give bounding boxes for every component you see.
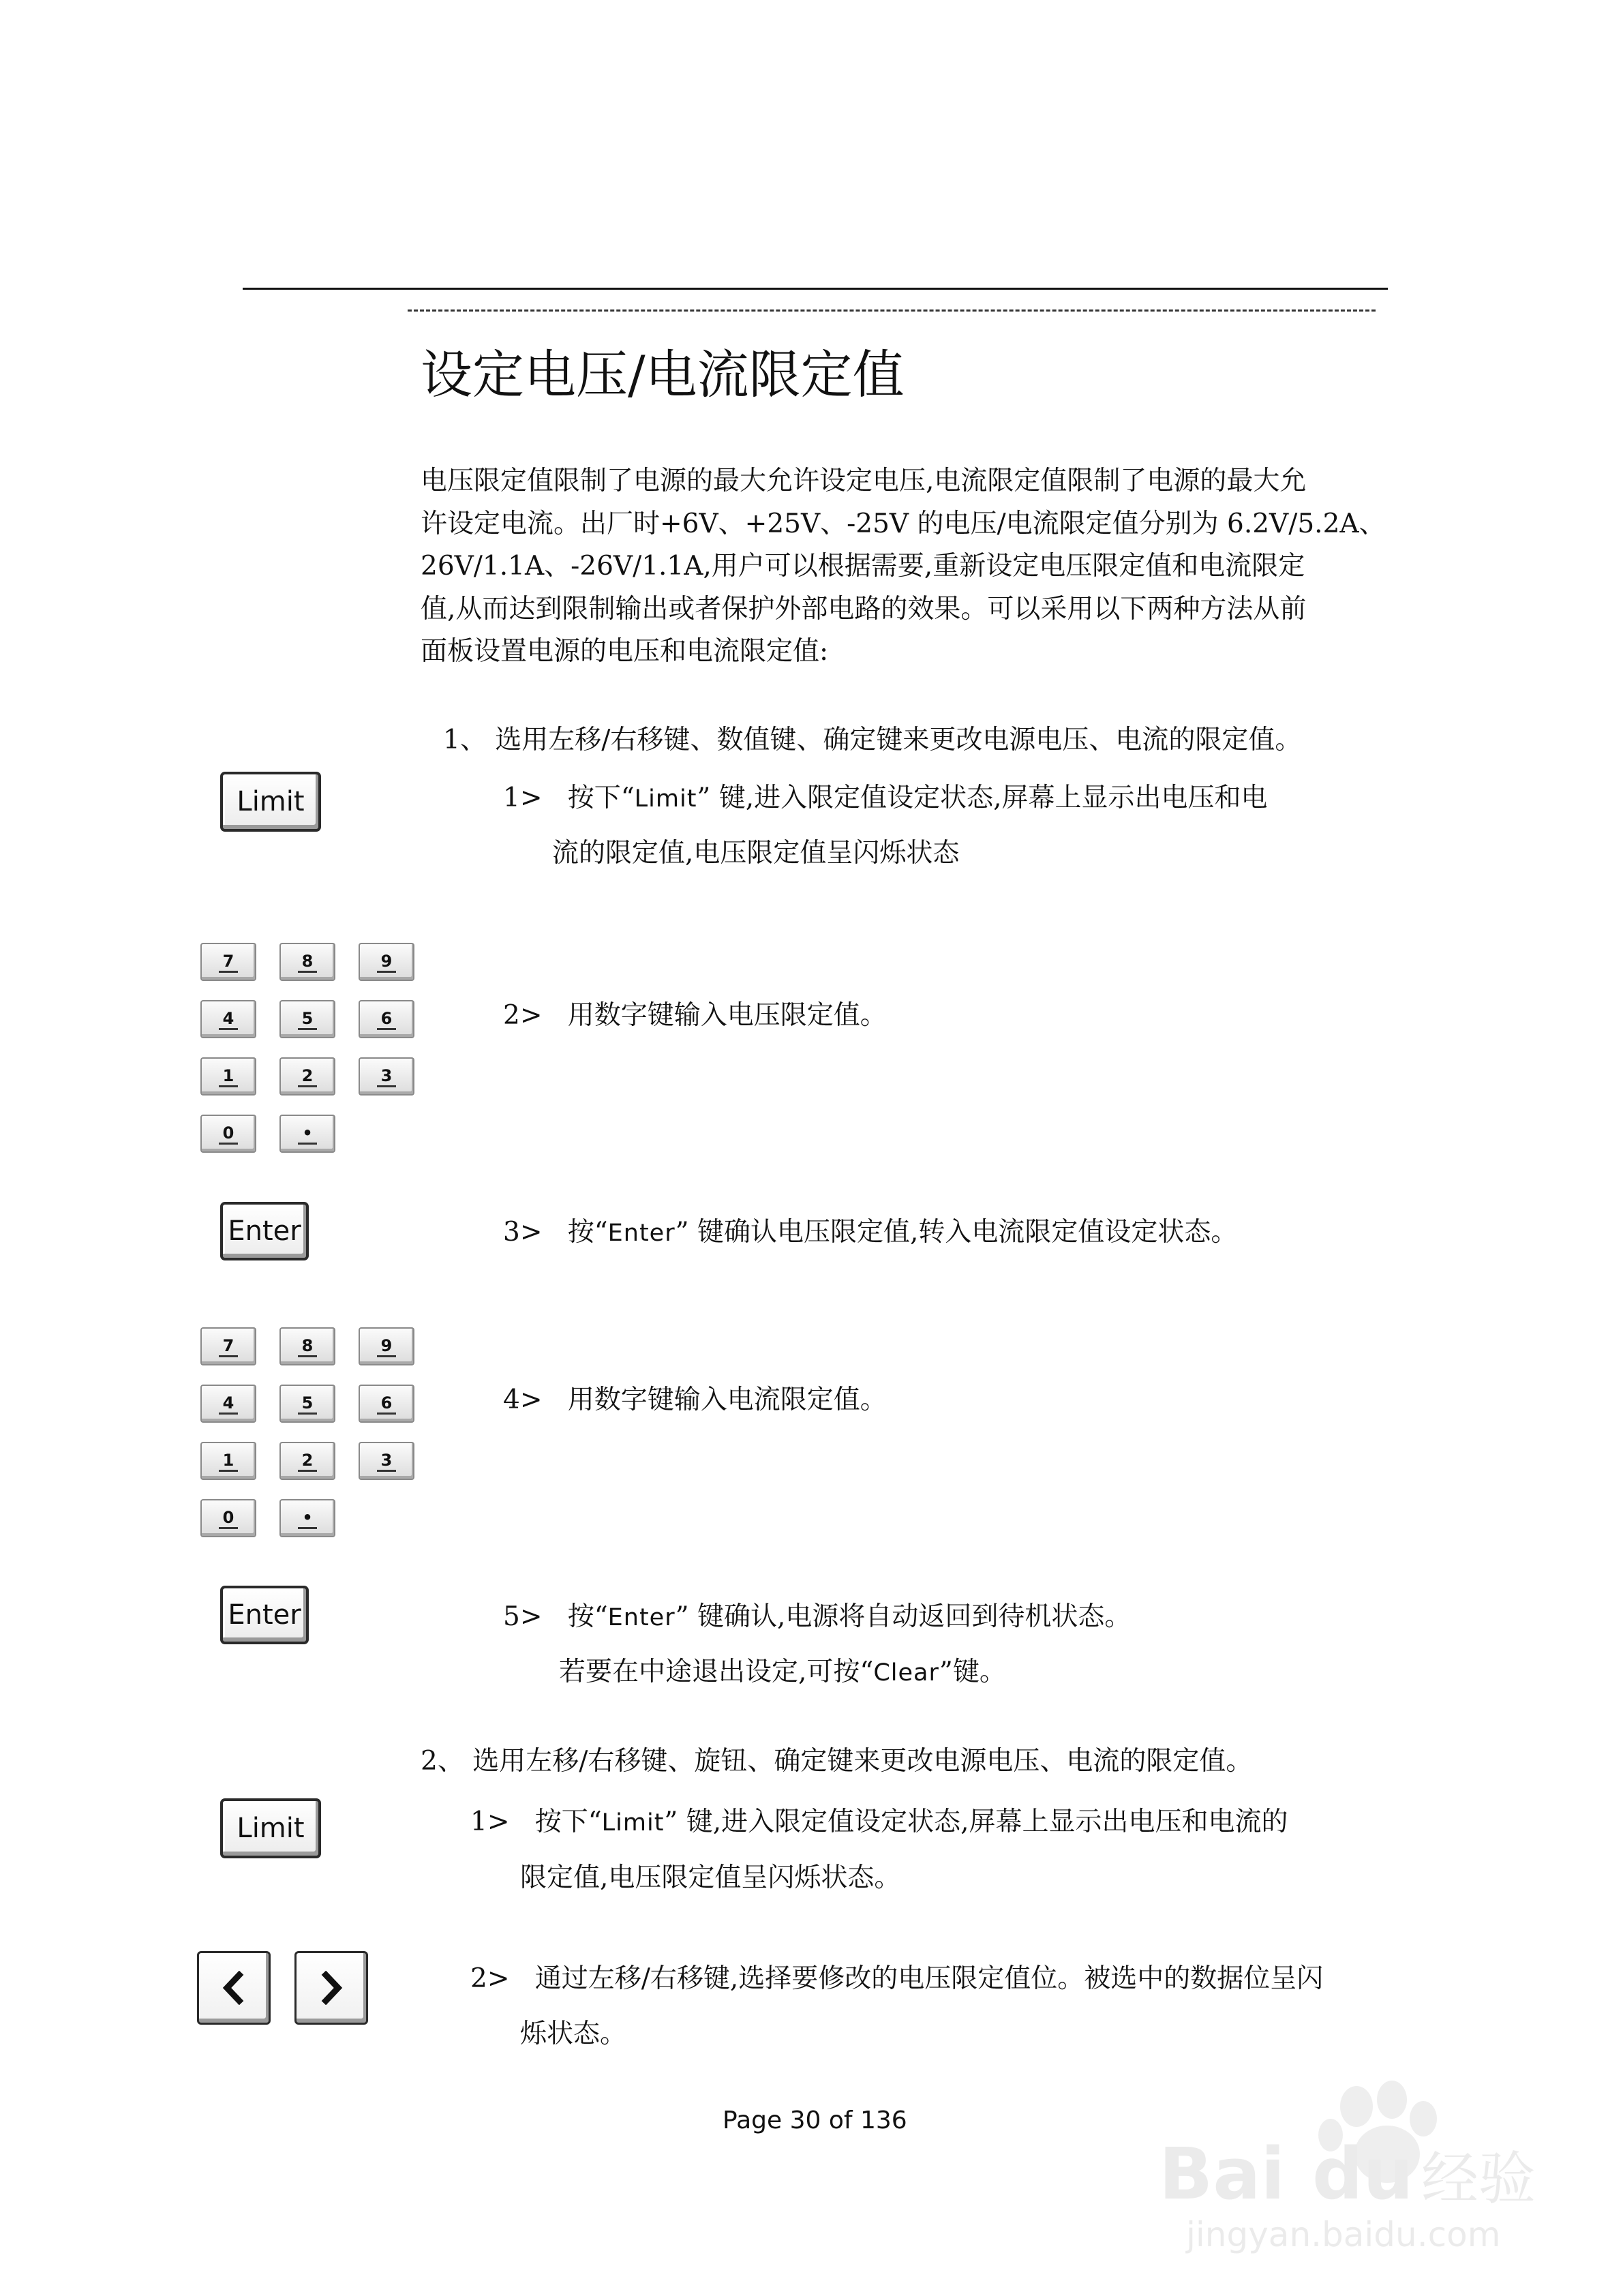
m1-step3: 3> 按“Enter” 键确认电压限定值,转入电流限定值设定状态。: [503, 1217, 1238, 1248]
m1-step5-line2: 若要在中途退出设定,可按“Clear”键。: [559, 1657, 1006, 1687]
m1-step4: 4> 用数字键输入电流限定值。: [503, 1385, 887, 1415]
intro-line: 26V/1.1A、-26V/1.1A,用户可以根据需要,重新设定电压限定值和电流限定: [421, 551, 1305, 581]
watermark-product-text: 经验: [1421, 2145, 1536, 2212]
m1-step1-line1: 1> 按下“Limit” 键,进入限定值设定状态,屏幕上显示出电压和电: [503, 783, 1268, 813]
key-dot-icon: •: [279, 1115, 335, 1153]
limit-key-icon: Limit: [220, 1798, 321, 1858]
key-5-icon: 5: [279, 1385, 335, 1423]
key-6-icon: 6: [359, 1000, 414, 1038]
watermark-url-text: jingyan.baidu.com: [1186, 2215, 1501, 2254]
header-dashed-rule: [408, 309, 1376, 312]
limit-key-icon: Limit: [220, 772, 321, 832]
header-rule: [243, 288, 1388, 290]
watermark-brand2-text: du: [1312, 2132, 1414, 2216]
key-0-icon: 0: [200, 1499, 256, 1537]
m1-step1-line2: 流的限定值,电压限定值呈闪烁状态: [552, 838, 960, 868]
intro-line: 许设定电流。出厂时+6V、+25V、-25V 的电压/电流限定值分别为 6.2V/5.2A、: [421, 508, 1386, 539]
method2-heading: 2、 选用左移/右移键、旋钮、确定键来更改电源电压、电流的限定值。: [421, 1746, 1253, 1777]
key-1-icon: 1: [200, 1442, 256, 1480]
section-title: 设定电压/电流限定值: [421, 344, 905, 405]
m2-step1-line1: 1> 按下“Limit” 键,进入限定值设定状态,屏幕上显示出电压和电流的: [470, 1807, 1288, 1837]
key-3-icon: 3: [359, 1442, 414, 1480]
intro-line: 电压限定值限制了电源的最大允许设定电压,电流限定值限制了电源的最大允: [421, 466, 1307, 496]
key-7-icon: 7: [200, 1327, 256, 1365]
left-arrow-key-icon: [197, 1951, 271, 2025]
m2-step1-line2: 限定值,电压限定值呈闪烁状态。: [520, 1862, 901, 1893]
m2-step2-line1: 2> 通过左移/右移键,选择要修改的电压限定值位。被选中的数据位呈闪: [470, 1963, 1324, 1994]
method1-heading: 1、 选用左移/右移键、数值键、确定键来更改电源电压、电流的限定值。: [443, 725, 1302, 755]
key-1-icon: 1: [200, 1057, 256, 1096]
intro-line: 面板设置电源的电压和电流限定值:: [421, 636, 829, 667]
watermark-brand-text: Bai: [1159, 2132, 1286, 2216]
key-4-icon: 4: [200, 1000, 256, 1038]
key-9-icon: 9: [359, 1327, 414, 1365]
key-6-icon: 6: [359, 1385, 414, 1423]
key-3-icon: 3: [359, 1057, 414, 1096]
key-4-icon: 4: [200, 1385, 256, 1423]
key-5-icon: 5: [279, 1000, 335, 1038]
key-8-icon: 8: [279, 943, 335, 981]
right-arrow-key-icon: [294, 1951, 368, 2025]
m1-step5-line1: 5> 按“Enter” 键确认,电源将自动返回到待机状态。: [503, 1601, 1132, 1632]
enter-key-icon: Enter: [220, 1586, 309, 1644]
intro-line: 值,从而达到限制输出或者保护外部电路的效果。可以采用以下两种方法从前: [421, 593, 1307, 624]
m2-step2-line2: 烁状态。: [520, 2019, 627, 2049]
key-0-icon: 0: [200, 1115, 256, 1153]
key-dot-icon: •: [279, 1499, 335, 1537]
m1-step2: 2> 用数字键输入电压限定值。: [503, 1000, 887, 1031]
key-2-icon: 2: [279, 1057, 335, 1096]
baidu-jingyan-watermark: [1152, 2079, 1561, 2256]
intro-paragraph: [421, 460, 1389, 674]
page-number-footer: Page 30 of 136: [723, 2106, 907, 2134]
key-9-icon: 9: [359, 943, 414, 981]
key-7-icon: 7: [200, 943, 256, 981]
key-8-icon: 8: [279, 1327, 335, 1365]
enter-key-icon: Enter: [220, 1202, 309, 1260]
key-2-icon: 2: [279, 1442, 335, 1480]
